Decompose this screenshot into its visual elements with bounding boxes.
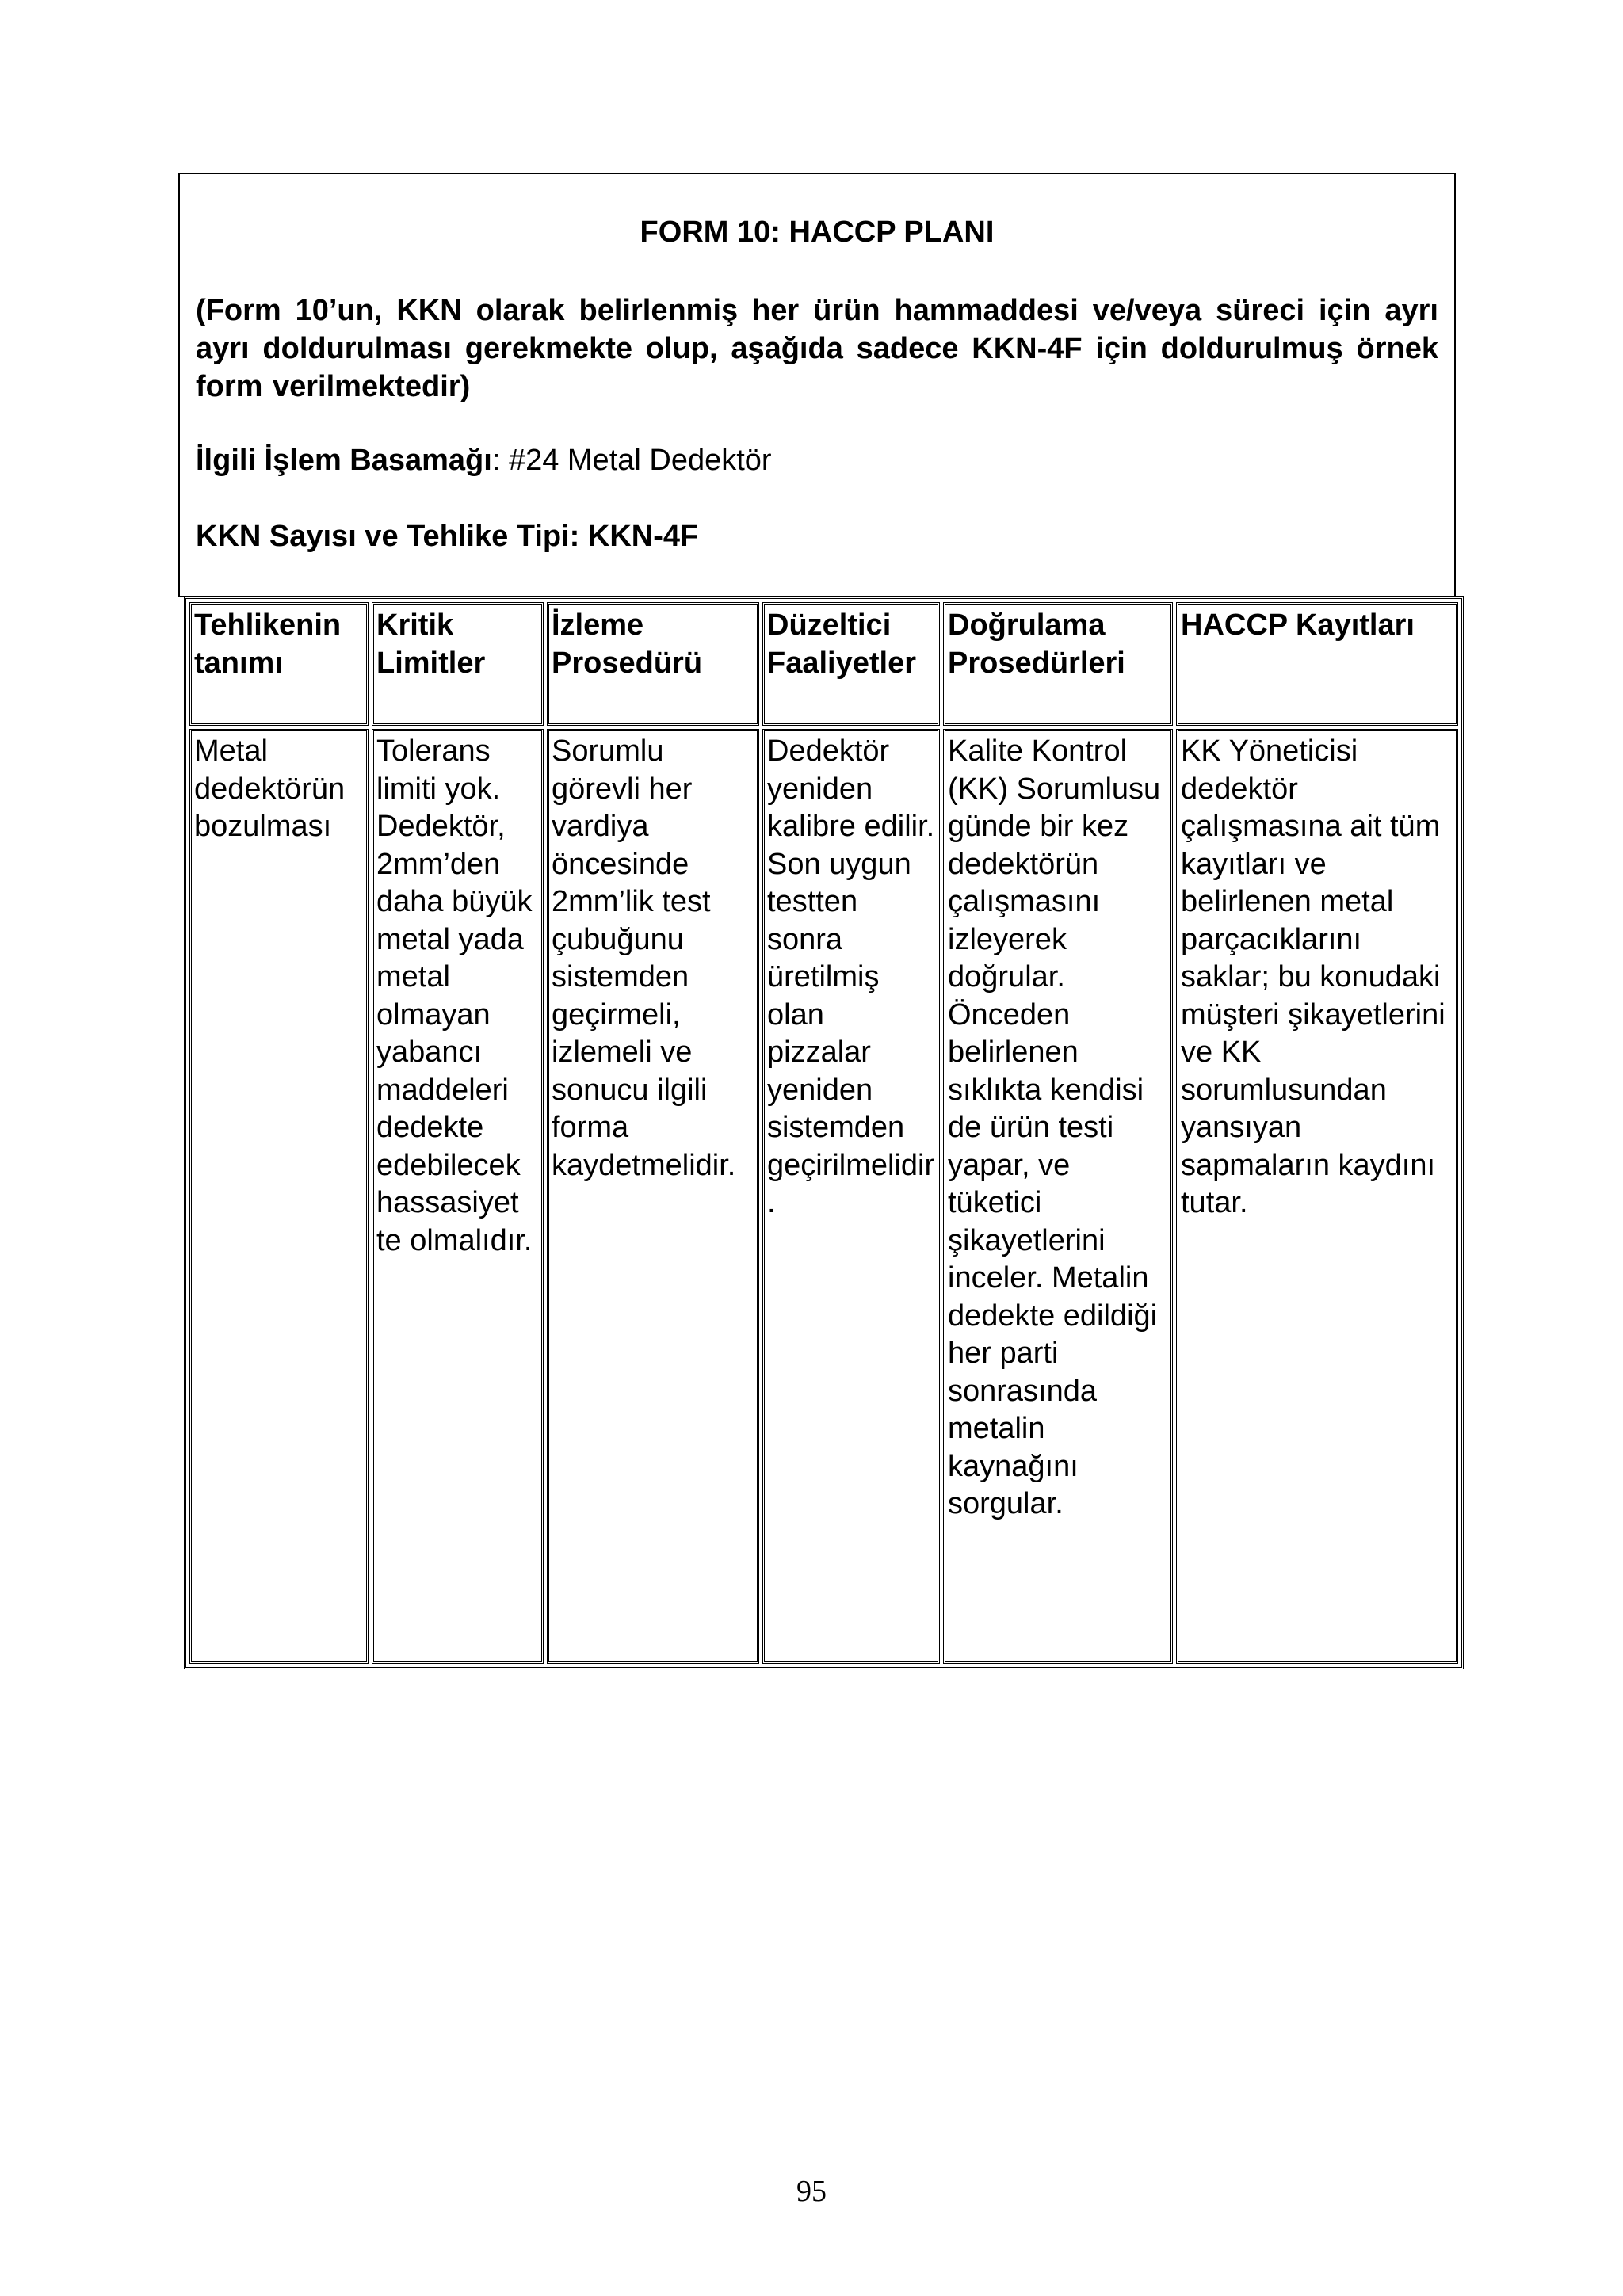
header-corrective-actions: Düzeltici Faaliyetler xyxy=(762,602,940,726)
form-intro: (Form 10’un, KKN olarak belirlenmiş her ürün hammaddesi ve/veya süreci için ayrı ayrı doldurulması gerekmekte olup, aşağıda sadece KKN-4F için doldurulmuş örnek form verilmektedir) xyxy=(196,294,1438,403)
process-step-line xyxy=(196,444,772,478)
cell-critical-limits: Tolerans limiti yok. Dedektör, 2mm’den daha büyük metal yada metal olmayan yabancı maddeleri dedekte edebilecek hassasiyet te olmalıdır. xyxy=(372,729,544,1664)
form-title: FORM 10: HACCP PLANI xyxy=(640,215,995,249)
cell-haccp-records: KK Yöneticisi dedektör çalışmasına ait tüm kayıtları ve belirlenen metal parçacıklarını saklar; bu konudaki müşteri şikayetlerini ve KK sorumlusundan yansıyan sapmaların kaydını tutar. xyxy=(1176,729,1458,1664)
haccp-plan-table xyxy=(184,596,1464,1669)
cell-corrective-actions: Dedektör yeniden kalibre edilir. Son uygun testten sonra üretilmiş olan pizzalar yeniden sistemden geçirilmelidir. xyxy=(762,729,940,1664)
table-row xyxy=(189,729,1458,1664)
header-critical-limits: Kritik Limitler xyxy=(372,602,544,726)
header-verification-procedures: Doğrulama Prosedürleri xyxy=(943,602,1173,726)
process-step-label: İlgili İşlem Basamağı xyxy=(196,444,492,477)
cell-monitoring-procedure: Sorumlu görevli her vardiya öncesinde 2mm’lik test çubuğunu sistemden geçirmeli, izlemeli ve sonucu ilgili forma kaydetmelidir. xyxy=(547,729,759,1664)
haccp-table-wrapper xyxy=(184,596,1456,1669)
cell-hazard-description: Metal dedektörün bozulması xyxy=(189,729,369,1664)
header-haccp-records: HACCP Kayıtları xyxy=(1176,602,1458,726)
form-header-box xyxy=(178,173,1456,597)
process-step-value: : #24 Metal Dedektör xyxy=(491,444,772,477)
header-hazard-description: Tehlikenin tanımı xyxy=(189,602,369,726)
kkn-line: KKN Sayısı ve Tehlike Tipi: KKN-4F xyxy=(196,520,699,553)
page-number: 95 xyxy=(796,2175,827,2208)
table-header-row xyxy=(189,602,1458,726)
header-monitoring-procedure: İzleme Prosedürü xyxy=(547,602,759,726)
cell-verification-procedures: Kalite Kontrol (KK) Sorumlusu günde bir kez dedektörün çalışmasını izleyerek doğrular. Önceden belirlenen sıklıkta kendisi de ürün testi yapar, ve tüketici şikayetlerini inceler. Metalin dedekte edildiği her parti sonrasında metalin kaynağını sorgular. xyxy=(943,729,1173,1664)
